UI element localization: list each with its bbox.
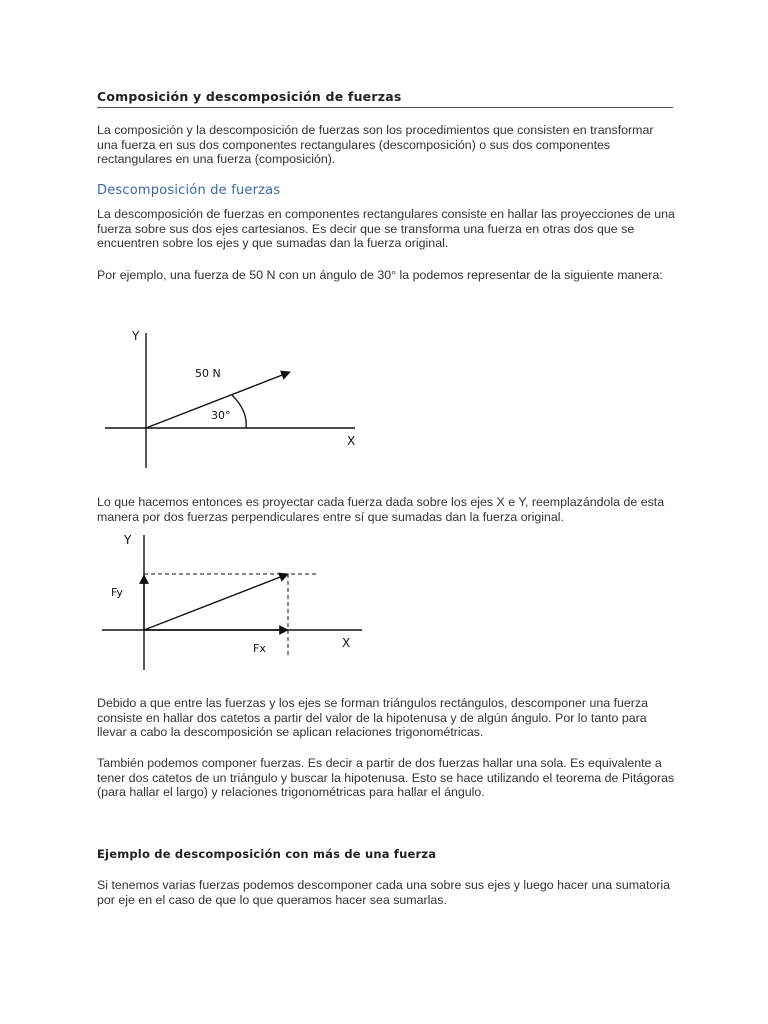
y-axis-label: Y: [132, 329, 140, 343]
angle-arc: [232, 395, 246, 428]
x-axis-label: X: [342, 636, 351, 650]
descomposicion-paragraph-2: Por ejemplo, una fuerza de 50 N con un ángulo de 30° la podemos representar de la siguiente manera:: [97, 268, 663, 282]
components-diagram: [100, 530, 370, 675]
y-axis-label: Y: [124, 533, 132, 547]
force-diagram-50n: [100, 325, 360, 475]
angle-label: 30°: [211, 409, 231, 422]
ejemplo-paragraph: Si tenemos varias fuerzas podemos descomponer cada una sobre sus ejes y luego hacer una sumatoria por eje en el caso de que lo que queramos hacer sea sumarlas.: [97, 878, 671, 907]
section-heading-descomposicion: Descomposición de fuerzas: [97, 183, 281, 198]
section-heading-ejemplo: Ejemplo de descomposición con más de una fuerza: [97, 847, 437, 861]
proyeccion-paragraph: Lo que hacemos entonces es proyectar cada fuerza dada sobre los ejes X e Y, reemplazándola de esta manera por dos fuerzas perpendiculares entre sí que sumadas dan la fuerza original.: [97, 495, 665, 524]
fy-label: Fy: [111, 586, 123, 599]
page-title: Composición y descomposición de fuerzas: [97, 89, 673, 108]
resultant-vector: [144, 574, 288, 630]
intro-paragraph: La composición y la descomposición de fuerzas son los procedimientos que consisten en transformar una fuerza en sus dos componentes rectangulares (descomposición) o sus dos componentes rectangulares en una fuerza (composición).: [97, 123, 654, 167]
composicion-paragraph: También podemos componer fuerzas. Es decir a partir de dos fuerzas hallar una sola. Es equivalente a tener dos catetos de un triángulo y buscar la hipotenusa. Esto se hace utilizando el teorema de Pitágoras (para hallar el largo) y relaciones trigonométricas para hallar el ángulo.: [97, 756, 675, 800]
fx-label: Fx: [253, 642, 266, 655]
force-label: 50 N: [195, 367, 221, 380]
descomposicion-paragraph-1: La descomposición de fuerzas en componentes rectangulares consiste en hallar las proyecciones de una fuerza sobre sus dos ejes cartesianos. Es decir que se transforma una fuerza en otras dos que se encuentren sobre los ejes y que sumadas dan la fuerza original.: [97, 207, 675, 251]
x-axis-label: X: [347, 434, 356, 448]
triangulos-paragraph: Debido a que entre las fuerzas y los ejes se forman triángulos rectángulos, descomponer una fuerza consiste en hallar dos catetos a partir del valor de la hipotenusa y de algún ángulo. Por lo tanto para llevar a cabo la descomposición se aplican relaciones trigonométricas.: [97, 696, 649, 740]
